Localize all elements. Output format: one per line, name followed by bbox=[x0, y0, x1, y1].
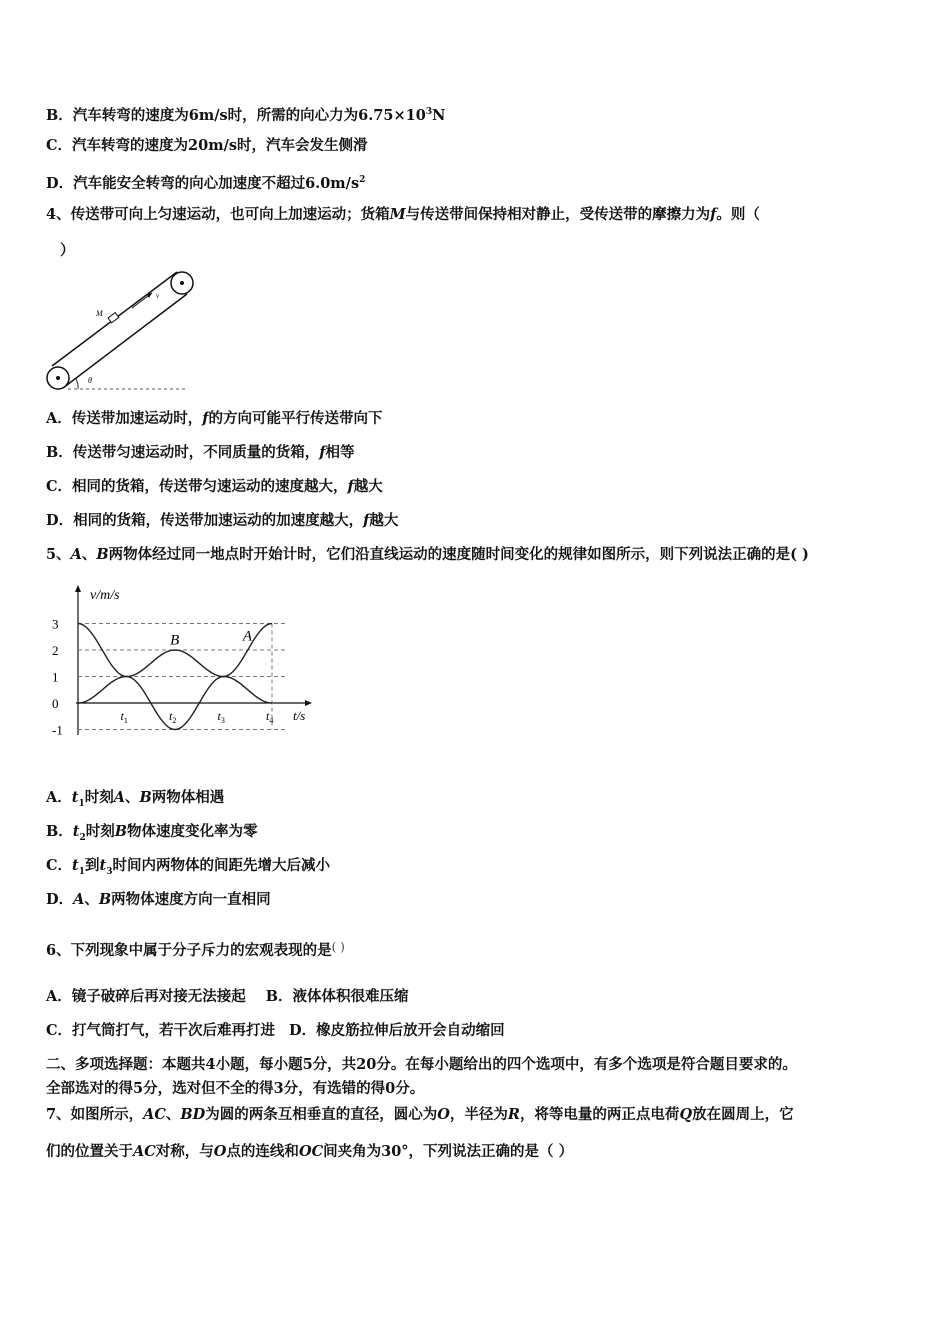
y-tick-label: 2 bbox=[52, 643, 59, 658]
q4-stem-close: ） bbox=[60, 242, 75, 259]
x-tick-label: $t_1$ bbox=[120, 709, 128, 725]
mass-label: M bbox=[96, 309, 103, 318]
x-tick-label: $t_3$ bbox=[217, 709, 225, 725]
series-B-label: B bbox=[170, 632, 180, 649]
x-tick-label: $t_4$ bbox=[266, 709, 274, 725]
y-axis-label: v/m/s bbox=[90, 588, 120, 603]
x-axis-label: t/s bbox=[293, 708, 306, 723]
q5-option-d: D．A、B两物体速度方向一直相同 bbox=[46, 891, 271, 908]
q4-option-a: A．传送带加速运动时，f的方向可能平行传送带向下 bbox=[46, 410, 383, 427]
y-tick-label: -1 bbox=[52, 722, 63, 738]
q7-stem-line1: 7、如图所示，AC、BD为圆的两条互相垂直的直径，圆心为O，半径为R，将等电量的两正点电荷Q放在圆周上，它 bbox=[46, 1106, 794, 1123]
section-2-scoring: 全部选对的得5分，选对但不全的得3分，有选错的得0分。 bbox=[46, 1080, 425, 1097]
x-tick-sub: 3 bbox=[220, 716, 225, 725]
q4-option-d: D．相同的货箱，传送带加速运动的加速度越大，f越大 bbox=[46, 512, 399, 529]
velocity-time-chart bbox=[40, 580, 330, 750]
q6-options-ab: A．镜子破碎后再对接无法接起 B．液体体积很难压缩 bbox=[46, 988, 409, 1005]
q3-option-c: C．汽车转弯的速度为20m/s时，汽车会发生侧滑 bbox=[46, 137, 368, 154]
q4-option-c: C．相同的货箱，传送带匀速运动的速度越大，f越大 bbox=[46, 478, 383, 495]
q6-options-cd: C．打气筒打气，若干次后难再打进 D．橡皮筋拉伸后放开会自动缩回 bbox=[46, 1022, 505, 1039]
q3-option-b: B．汽车转弯的速度为6m/s时，所需的向心力为$6.75\times 10^3N$ bbox=[46, 106, 446, 124]
y-tick-label: 0 bbox=[52, 696, 59, 711]
y-tick-label: 3 bbox=[52, 616, 59, 632]
x-tick-sub: 1 bbox=[123, 716, 128, 725]
q3-option-d: D．汽车能安全转弯的向心加速度不超过$6.0m/s^2$ bbox=[46, 174, 366, 192]
velocity-label: v bbox=[156, 292, 160, 300]
series-A-label: A bbox=[242, 628, 253, 645]
section-2-header: 二、多项选择题：本题共4小题，每小题5分，共20分。在每小题给出的四个选项中，有多个选项是符合题目要求的。 bbox=[46, 1056, 797, 1073]
q7-stem-line2: 们的位置关于AC对称，与O点的连线和OC间夹角为30°，下列说法正确的是（ ） bbox=[46, 1143, 574, 1160]
q5-stem: 5、A、B两物体经过同一地点时开始计时，它们沿直线运动的速度随时间变化的规律如图所示，则下列说法正确的是( ) bbox=[46, 546, 809, 563]
q6-stem: 6、下列现象中属于分子斥力的宏观表现的是( ) bbox=[46, 940, 345, 959]
conveyor-belt-figure bbox=[40, 265, 200, 395]
x-tick-label: $t_2$ bbox=[169, 709, 177, 725]
angle-label: θ bbox=[88, 376, 92, 385]
q4-option-b: B．传送带匀速运动时，不同质量的货箱，f相等 bbox=[46, 444, 355, 461]
y-tick-label: 1 bbox=[52, 669, 59, 685]
q5-option-b: B．$t_2$时刻B物体速度变化率为零 bbox=[46, 823, 258, 843]
x-tick-sub: 2 bbox=[172, 716, 177, 725]
q5-option-c: C．$t_1$到$t_3$时间内两物体的间距先增大后减小 bbox=[46, 857, 330, 877]
q4-stem: 4、传送带可向上匀速运动，也可向上加速运动；货箱M与传送带间保持相对静止，受传送带的摩擦力为f。则（ bbox=[46, 206, 760, 223]
x-tick-sub: 4 bbox=[269, 716, 274, 725]
q5-option-a: A．$t_1$时刻A、B两物体相遇 bbox=[46, 789, 225, 809]
